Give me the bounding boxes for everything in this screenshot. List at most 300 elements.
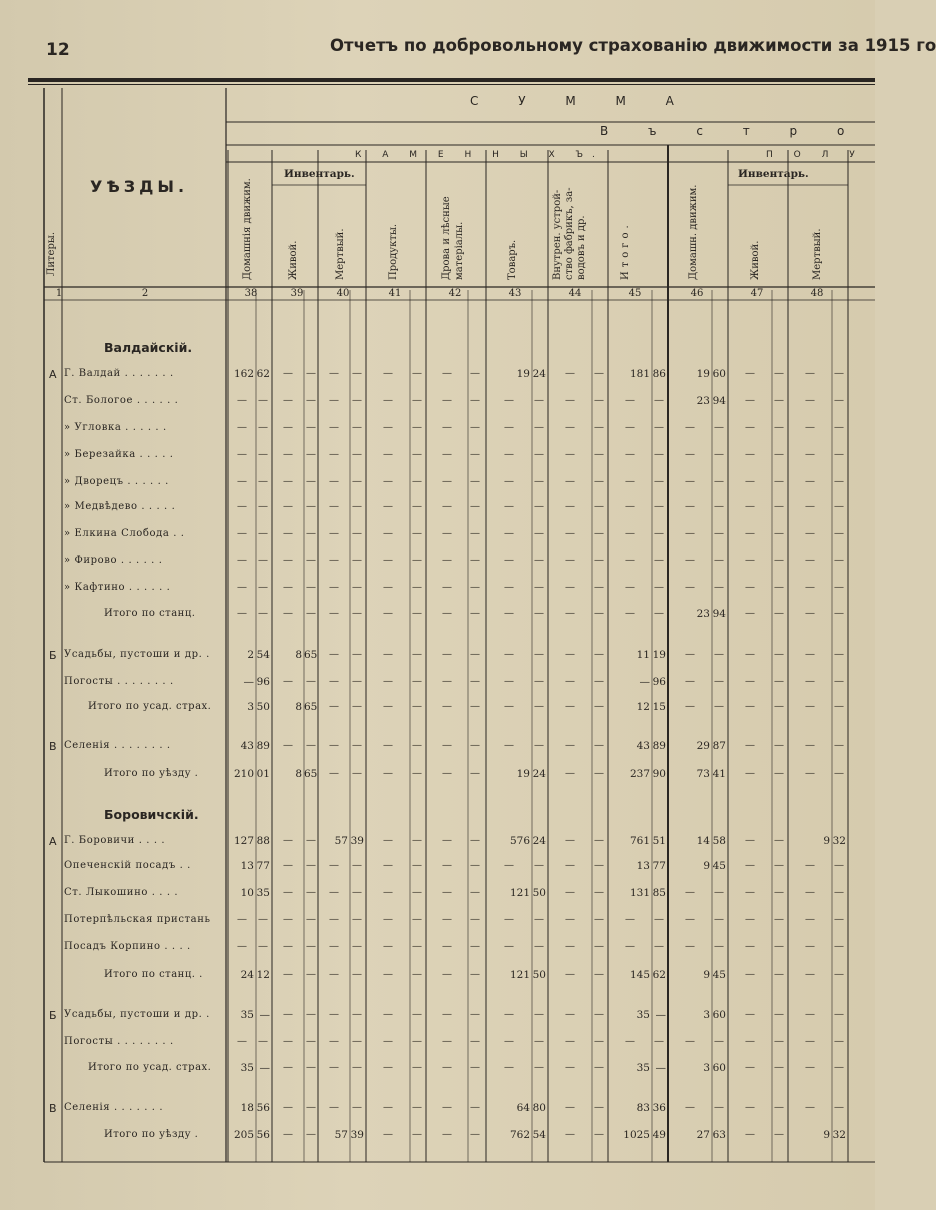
row-total-label: Итого по усад. страх. xyxy=(88,1062,212,1073)
cell-dash: — xyxy=(594,1009,604,1020)
cell-dash: — xyxy=(383,1102,393,1113)
row-liter: А xyxy=(49,835,57,848)
row-liter: В xyxy=(49,1102,57,1115)
cell-rubles: 23 xyxy=(696,395,710,407)
cell-dash: — xyxy=(534,608,544,619)
cell-dash: — xyxy=(258,941,268,952)
row-label: Ст. Бологое . . . . . . xyxy=(64,395,179,406)
cell-dash: — xyxy=(283,860,293,871)
cell-dash: — xyxy=(306,835,316,846)
cell-dash: — xyxy=(594,1129,604,1140)
cell-dash: — xyxy=(258,582,268,593)
cell-dash: — xyxy=(745,740,755,751)
cell-dash: — xyxy=(534,1036,544,1047)
cell-rubles: 13 xyxy=(636,860,650,872)
cell-dash: — xyxy=(805,1102,815,1113)
cell-dash: — xyxy=(470,1036,480,1047)
cell-kopecks: 89 xyxy=(652,740,666,752)
cell-dash: — xyxy=(383,395,393,406)
header-col-vnutren: Внутрен. устрой-ство фабрикъ, за-водовъ и др. xyxy=(552,187,587,280)
cell-dash: — xyxy=(412,941,422,952)
cell-dash: — xyxy=(283,555,293,566)
cell-dash: — xyxy=(805,1062,815,1073)
cell-kopecks: 32 xyxy=(832,1129,846,1141)
cell-dash: — xyxy=(470,649,480,660)
cell-dash: — xyxy=(352,914,362,925)
cell-dash: — xyxy=(714,449,724,460)
cell-rubles: 57 xyxy=(334,835,348,847)
header-col-domashnii: Домашнія движим. xyxy=(242,178,253,280)
cell-dash: — xyxy=(805,860,815,871)
cell-dash: — xyxy=(237,914,247,925)
page-number: 12 xyxy=(46,40,70,60)
cell-dash: — xyxy=(470,582,480,593)
cell-rubles: 237 xyxy=(629,768,650,780)
cell-dash: — xyxy=(283,368,293,379)
cell-dash: — xyxy=(565,422,575,433)
cell-dash: — xyxy=(745,835,755,846)
cell-kopecks: 12 xyxy=(256,969,270,981)
cell-dash: — xyxy=(412,368,422,379)
cell-dash: — xyxy=(774,608,784,619)
cell-dash: — xyxy=(352,887,362,898)
cell-dash: — xyxy=(594,1062,604,1073)
cell-rubles: 13 xyxy=(240,860,254,872)
cell-dash: — xyxy=(834,941,844,952)
cell-dash: — xyxy=(625,449,635,460)
cell-dash: — xyxy=(442,649,452,660)
cell-rubles: 145 xyxy=(629,969,650,981)
cell-dash: — xyxy=(685,582,695,593)
cell-dash: — xyxy=(329,649,339,660)
cell-dash: — xyxy=(805,1009,815,1020)
cell-dash: — xyxy=(745,860,755,871)
cell-dash: — xyxy=(306,555,316,566)
cell-rubles: 762 xyxy=(509,1129,530,1141)
cell-dash: — xyxy=(470,368,480,379)
cell-dash: — xyxy=(470,969,480,980)
cell-dash: — xyxy=(745,528,755,539)
cell-dash: — xyxy=(745,969,755,980)
column-number: 39 xyxy=(290,288,304,299)
row-label: » Фирово . . . . . . xyxy=(64,555,163,566)
cell-dash: — xyxy=(352,608,362,619)
cell-rubles: 19 xyxy=(696,368,710,380)
cell-dash: — xyxy=(714,649,724,660)
cell-dash: — xyxy=(774,914,784,925)
cell-kopecks: 01 xyxy=(256,768,270,780)
cell-dash: — xyxy=(470,914,480,925)
row-label: Погосты . . . . . . . . xyxy=(64,676,174,687)
cell-dash: — xyxy=(352,555,362,566)
cell-dash: — xyxy=(654,608,664,619)
cell-dash: — xyxy=(412,555,422,566)
cell-dash: — xyxy=(685,422,695,433)
cell-dash: — xyxy=(504,1036,514,1047)
cell-dash: — xyxy=(383,676,393,687)
cell-dash: — xyxy=(329,476,339,487)
cell-rubles: 35 xyxy=(636,1062,650,1074)
cell-dash: — xyxy=(805,368,815,379)
cell-dash: — xyxy=(352,395,362,406)
cell-dash: — xyxy=(306,1036,316,1047)
cell-dash: — xyxy=(329,941,339,952)
cell-dash: — xyxy=(745,768,755,779)
cell-kopecks: 41 xyxy=(712,768,726,780)
cell-kopecks: 24 xyxy=(532,368,546,380)
cell-dash: — xyxy=(534,676,544,687)
cell-dash: — xyxy=(258,395,268,406)
cell-dash: — xyxy=(685,676,695,687)
cell-dash: — xyxy=(504,676,514,687)
cell-kopecks: 62 xyxy=(652,969,666,981)
cell-dash: — xyxy=(834,476,844,487)
cell-dash: — xyxy=(329,1009,339,1020)
cell-dash: — xyxy=(258,555,268,566)
cell-dash: — xyxy=(283,969,293,980)
cell-dash: — xyxy=(834,676,844,687)
cell-dash: — xyxy=(774,395,784,406)
cell-dash: — xyxy=(237,395,247,406)
cell-dash: — xyxy=(306,476,316,487)
cell-dash: — xyxy=(594,860,604,871)
cell-dash: — xyxy=(654,914,664,925)
column-number: 44 xyxy=(568,288,582,299)
cell-dash: — xyxy=(714,1102,724,1113)
cell-dash: — xyxy=(745,1062,755,1073)
cell-dash: — xyxy=(565,701,575,712)
cell-dash: — xyxy=(834,860,844,871)
cell-dash: — xyxy=(383,608,393,619)
cell-dash: — xyxy=(714,676,724,687)
section-title: Валдайскій. xyxy=(104,340,193,355)
cell-kopecks: 45 xyxy=(712,860,726,872)
row-label: Г. Валдай . . . . . . . xyxy=(64,368,174,379)
header-col-drova: Дрова и лѣсные матеріалы. xyxy=(441,196,465,280)
cell-dash: — xyxy=(565,914,575,925)
cell-dash: — xyxy=(412,395,422,406)
cell-dash: — xyxy=(283,1102,293,1113)
header-pol: П О Л У xyxy=(766,150,864,160)
cell-dash: — xyxy=(383,941,393,952)
cell-dash: — xyxy=(329,740,339,751)
cell-dash: — xyxy=(329,422,339,433)
cell-rubles: 8 xyxy=(295,649,302,661)
cell-kopecks: 50 xyxy=(256,701,270,713)
cell-dash: — xyxy=(504,860,514,871)
header-col-zhivoi: Живой. xyxy=(288,240,299,280)
cell-dash: — xyxy=(534,582,544,593)
cell-dash: — xyxy=(714,941,724,952)
cell-dash: — xyxy=(306,449,316,460)
column-number: 1 xyxy=(55,288,63,299)
cell-dash: — xyxy=(565,1036,575,1047)
cell-dash: — xyxy=(834,368,844,379)
header-inventar-right: Инвентарь. xyxy=(738,168,809,180)
cell-dash: — xyxy=(774,969,784,980)
cell-dash: — xyxy=(834,1102,844,1113)
cell-dash: — xyxy=(654,555,664,566)
cell-dash: — xyxy=(745,914,755,925)
cell-dash: — xyxy=(745,608,755,619)
column-number: 38 xyxy=(244,288,258,299)
cell-dash: — xyxy=(834,555,844,566)
header-summa: С У М М А xyxy=(470,94,692,108)
cell-dash: — xyxy=(329,914,339,925)
cell-dash: — xyxy=(805,701,815,712)
cell-dash: — xyxy=(625,395,635,406)
cell-dash: — xyxy=(625,914,635,925)
cell-dash: — xyxy=(745,395,755,406)
cell-dash: — xyxy=(383,887,393,898)
cell-kopecks: 62 xyxy=(256,368,270,380)
cell-dash: — xyxy=(470,501,480,512)
cell-dash: — xyxy=(442,368,452,379)
cell-dash: — xyxy=(329,555,339,566)
cell-dash: — xyxy=(329,501,339,512)
cell-dash: — xyxy=(565,501,575,512)
cell-dash: — xyxy=(237,608,247,619)
cell-dash: — xyxy=(834,701,844,712)
cell-kopecks: 49 xyxy=(652,1129,666,1141)
cell-dash: — xyxy=(352,701,362,712)
cell-dash: — xyxy=(412,740,422,751)
cell-dash: — xyxy=(352,1009,362,1020)
cell-dash: — xyxy=(594,887,604,898)
cell-dash: — xyxy=(714,555,724,566)
cell-dash: — xyxy=(283,501,293,512)
row-label: Селенія . . . . . . . . xyxy=(64,740,171,751)
cell-dash: — xyxy=(470,701,480,712)
cell-dash: — xyxy=(504,528,514,539)
cell-dash: — xyxy=(352,649,362,660)
cell-dash: — xyxy=(352,676,362,687)
cell-dash: — xyxy=(352,941,362,952)
cell-dash: — xyxy=(774,701,784,712)
cell-dash: — xyxy=(470,1102,480,1113)
cell-rubles: 761 xyxy=(629,835,650,847)
cell-dash: — xyxy=(442,1129,452,1140)
cell-dash: — xyxy=(383,914,393,925)
row-label: Ст. Лыкошино . . . . xyxy=(64,887,179,898)
cell-dash: — xyxy=(237,582,247,593)
cell-dash: — xyxy=(283,528,293,539)
cell-dash: — xyxy=(329,1102,339,1113)
cell-dash: — xyxy=(442,1009,452,1020)
cell-rubles: 43 xyxy=(240,740,254,752)
cell-dash: — xyxy=(685,701,695,712)
cell-rubles: 9 xyxy=(703,969,710,981)
cell-dash: — xyxy=(834,914,844,925)
cell-dash: — xyxy=(565,368,575,379)
cell-dash: — xyxy=(805,528,815,539)
cell-dash: — xyxy=(774,649,784,660)
cell-dash: — xyxy=(352,1036,362,1047)
cell-dash: — xyxy=(306,1009,316,1020)
cell-dash: — xyxy=(805,941,815,952)
cell-rubles: 8 xyxy=(295,701,302,713)
cell-dash: — xyxy=(352,422,362,433)
cell-dash: — xyxy=(745,941,755,952)
cell-dash: — xyxy=(383,835,393,846)
header-uezdy: УѢЗДЫ. xyxy=(90,177,189,196)
cell-dash: — xyxy=(745,1009,755,1020)
cell-dash: — xyxy=(442,582,452,593)
cell-dash: — xyxy=(625,941,635,952)
cell-dash: — xyxy=(258,422,268,433)
cell-dash: — xyxy=(470,528,480,539)
cell-dash: — xyxy=(383,368,393,379)
cell-dash: — xyxy=(306,395,316,406)
cell-dash: — xyxy=(504,555,514,566)
cell-dash: — xyxy=(383,476,393,487)
cell-dash: — xyxy=(258,608,268,619)
cell-dash: — xyxy=(774,740,784,751)
cell-dash: — xyxy=(594,649,604,660)
cell-rubles: 127 xyxy=(233,835,254,847)
cell-rubles: 35 xyxy=(240,1009,254,1021)
cell-dash: — xyxy=(685,649,695,660)
cell-rubles: 181 xyxy=(629,368,650,380)
cell-dash: — xyxy=(383,449,393,460)
row-total-label: Итого по усад. страх. xyxy=(88,701,212,712)
cell-dash: — xyxy=(442,676,452,687)
cell-dash: — xyxy=(412,501,422,512)
column-number: 40 xyxy=(336,288,350,299)
cell-dash: — xyxy=(745,422,755,433)
cell-dash: — xyxy=(352,969,362,980)
cell-dash: — xyxy=(504,449,514,460)
cell-dash: — xyxy=(283,1062,293,1073)
cell-dash: — xyxy=(504,422,514,433)
cell-rubles: 19 xyxy=(516,768,530,780)
cell-dash: — xyxy=(834,740,844,751)
cell-dash: — xyxy=(352,449,362,460)
header-v: В ъ с т р о xyxy=(600,124,863,138)
cell-rubles: — xyxy=(243,676,254,688)
cell-kopecks: 51 xyxy=(652,835,666,847)
cell-dash: — xyxy=(834,501,844,512)
row-label: » Елкина Слобода . . xyxy=(64,528,185,539)
cell-dash: — xyxy=(412,1102,422,1113)
cell-dash: — xyxy=(470,555,480,566)
cell-dash: — xyxy=(805,740,815,751)
cell-dash: — xyxy=(625,476,635,487)
cell-dash: — xyxy=(745,1036,755,1047)
section-title: Боровичскій. xyxy=(104,807,199,822)
column-number: 43 xyxy=(508,288,522,299)
cell-kopecks: 87 xyxy=(712,740,726,752)
cell-rubles: 9 xyxy=(823,1129,830,1141)
cell-kopecks: — xyxy=(655,1062,666,1074)
cell-kopecks: 24 xyxy=(532,835,546,847)
cell-dash: — xyxy=(745,582,755,593)
cell-dash: — xyxy=(774,528,784,539)
cell-dash: — xyxy=(565,395,575,406)
cell-rubles: 210 xyxy=(233,768,254,780)
cell-dash: — xyxy=(565,1129,575,1140)
cell-dash: — xyxy=(383,1062,393,1073)
cell-dash: — xyxy=(774,422,784,433)
cell-dash: — xyxy=(412,608,422,619)
row-label: » Березайка . . . . . xyxy=(64,449,174,460)
cell-rubles: 8 xyxy=(295,768,302,780)
cell-dash: — xyxy=(745,676,755,687)
cell-dash: — xyxy=(565,740,575,751)
cell-kopecks: 35 xyxy=(256,887,270,899)
cell-rubles: 73 xyxy=(696,768,710,780)
cell-dash: — xyxy=(834,449,844,460)
cell-dash: — xyxy=(714,422,724,433)
cell-dash: — xyxy=(534,395,544,406)
cell-kopecks: 39 xyxy=(350,835,364,847)
cell-dash: — xyxy=(412,914,422,925)
cell-dash: — xyxy=(534,501,544,512)
cell-dash: — xyxy=(237,528,247,539)
cell-dash: — xyxy=(504,740,514,751)
column-number: 48 xyxy=(810,288,824,299)
cell-dash: — xyxy=(258,914,268,925)
cell-dash: — xyxy=(352,1062,362,1073)
cell-dash: — xyxy=(470,835,480,846)
cell-dash: — xyxy=(745,1102,755,1113)
cell-dash: — xyxy=(283,740,293,751)
cell-dash: — xyxy=(534,914,544,925)
cell-dash: — xyxy=(685,1102,695,1113)
cell-dash: — xyxy=(774,1062,784,1073)
row-liter: А xyxy=(49,368,57,381)
column-number: 47 xyxy=(750,288,764,299)
cell-dash: — xyxy=(283,1129,293,1140)
cell-dash: — xyxy=(654,1036,664,1047)
page-title: Отчетъ по добровольному страхованію движимости за 1915 го xyxy=(330,36,936,55)
cell-rubles: 3 xyxy=(247,701,254,713)
cell-dash: — xyxy=(834,528,844,539)
cell-dash: — xyxy=(306,582,316,593)
cell-dash: — xyxy=(383,740,393,751)
cell-kopecks: 63 xyxy=(712,1129,726,1141)
header-col-mertvyi2: Мертвый. xyxy=(812,228,823,280)
cell-dash: — xyxy=(306,528,316,539)
cell-dash: — xyxy=(306,1102,316,1113)
cell-rubles: 121 xyxy=(509,969,530,981)
cell-dash: — xyxy=(442,941,452,952)
cell-dash: — xyxy=(594,701,604,712)
cell-dash: — xyxy=(306,608,316,619)
cell-dash: — xyxy=(306,969,316,980)
cell-dash: — xyxy=(383,860,393,871)
cell-dash: — xyxy=(442,395,452,406)
cell-dash: — xyxy=(412,1009,422,1020)
cell-dash: — xyxy=(594,1102,604,1113)
cell-dash: — xyxy=(442,835,452,846)
cell-dash: — xyxy=(805,768,815,779)
cell-dash: — xyxy=(383,501,393,512)
cell-dash: — xyxy=(306,740,316,751)
cell-dash: — xyxy=(625,608,635,619)
header-col-mertvyi: Мертвый. xyxy=(335,228,346,280)
cell-kopecks: 80 xyxy=(532,1102,546,1114)
cell-rubles: 1025 xyxy=(623,1129,650,1141)
cell-dash: — xyxy=(534,860,544,871)
cell-dash: — xyxy=(805,676,815,687)
cell-dash: — xyxy=(805,476,815,487)
cell-dash: — xyxy=(774,1036,784,1047)
cell-rubles: 9 xyxy=(703,860,710,872)
cell-dash: — xyxy=(504,701,514,712)
cell-dash: — xyxy=(237,449,247,460)
cell-dash: — xyxy=(565,969,575,980)
